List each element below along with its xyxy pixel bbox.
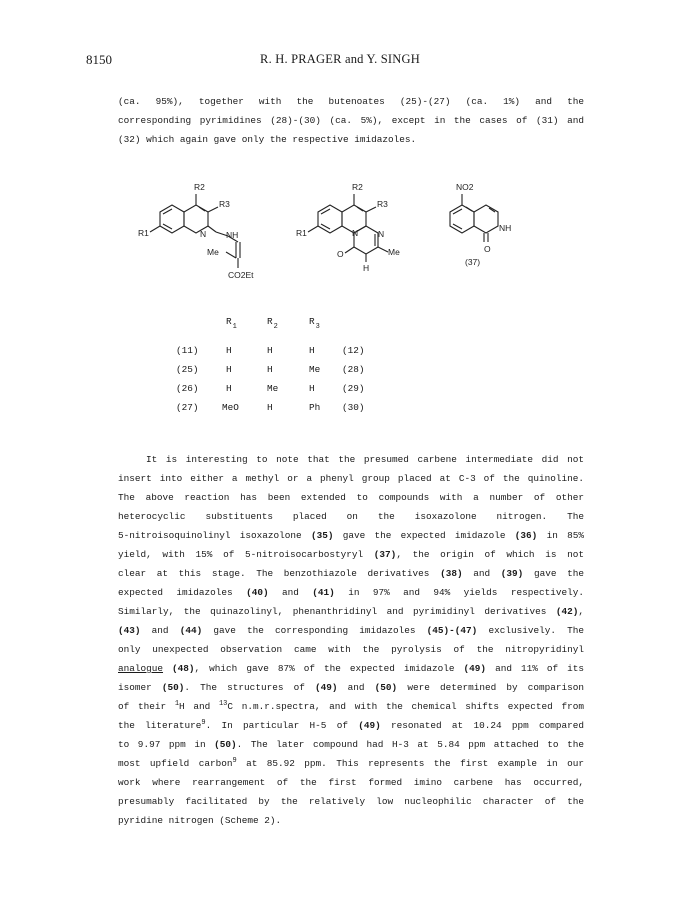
table-cell: (11) — [176, 345, 199, 356]
text-line: The above reaction has been extended to compounds with a number of other — [118, 492, 584, 503]
label-co2et: CO2Et — [228, 270, 254, 280]
label-me: Me — [207, 247, 219, 257]
text-line: Similarly, the quinazolinyl, phenanthridinyl and pyrimidinyl derivatives (42), — [118, 606, 584, 617]
table-cell: H — [226, 364, 232, 375]
table-cell: MeO — [222, 402, 239, 413]
compound-ref: (38) — [440, 568, 463, 579]
label-r3: R3 — [377, 199, 388, 209]
text-line: most upfield carbon$^9$ at 85.92 ppm. This represents the first example in our — [118, 757, 584, 769]
compound-ref: (35) — [310, 530, 334, 541]
table-cell: (12) — [342, 345, 365, 356]
text-line: pyridine nitrogen (Scheme 2). — [118, 815, 282, 826]
text-line: only unexpected observation came with the pyrolysis of the nitropyridinyl — [118, 644, 584, 655]
page-number: 8150 — [86, 52, 112, 67]
label-r2: R2 — [194, 182, 205, 192]
table-cell: Me — [267, 383, 279, 394]
table-cell: H — [267, 345, 273, 356]
table-cell: H — [267, 364, 273, 375]
compound-number: (37) — [465, 257, 481, 267]
pyrimidoquinoline-structure — [308, 194, 388, 262]
table-cell: H — [226, 345, 232, 356]
compound-ref: (42) — [555, 606, 579, 617]
compound-ref: (37) — [373, 549, 397, 560]
compound-ref: (50) — [161, 682, 185, 693]
label-r2: R2 — [352, 182, 363, 192]
text-line: work where rearrangement of the first formed imino carbene has occurred, — [118, 777, 584, 788]
table-cell: H — [226, 383, 232, 394]
text-line: clear at this stage. The benzothiazole derivatives (38) and (39) gave the — [118, 568, 584, 579]
label-n: N — [200, 229, 207, 239]
compound-ref: (49) — [314, 682, 338, 693]
text-line: yield, with 15% of 5-nitroisocarbostyryl (37), the origin of which is not — [118, 549, 584, 560]
text-line: analogue (48), which gave 87% of the expected imidazole (49) and 11% of its — [118, 663, 584, 674]
table-cell: (28) — [342, 364, 365, 375]
compound-ref: (45)-(47) — [426, 625, 478, 636]
label-r3: R3 — [219, 199, 230, 209]
text-line: (32) which again gave only the respective imidazoles. — [118, 134, 417, 145]
text-line: heterocyclic substituents placed on the isoxazolone nitrogen. The — [118, 511, 584, 522]
compound-ref: (49) — [358, 720, 381, 731]
running-title: R. H. PRAGER and Y. SINGH — [260, 52, 420, 66]
table-cell: H — [309, 345, 315, 356]
label-o: O — [484, 244, 491, 254]
paragraph-2 — [118, 450, 584, 830]
text-line: 5-nitroisoquinolinyl isoxazolone (35) gave the expected imidazole (36) in 85% — [118, 530, 584, 541]
label-nh: NH — [226, 230, 239, 240]
text-line: insert into either a methyl or a phenyl group placed at C-3 of the quinoline. — [118, 473, 584, 484]
table-cell: Me — [309, 364, 321, 375]
table-cell: (29) — [342, 383, 365, 394]
label-n: N — [352, 228, 359, 238]
text-line: corresponding pyrimidines (28)-(30) (ca. 5%), except in the cases of (31) and — [118, 115, 584, 126]
text-line: (43) and (44) gave the corresponding imidazoles (45)-(47) exclusively. The — [118, 625, 584, 636]
label-r1: R1 — [138, 228, 149, 238]
label-o: O — [337, 249, 344, 259]
table-cell: (27) — [176, 402, 199, 413]
header-r2: $R_2$ — [267, 316, 278, 331]
chemical-scheme — [0, 176, 680, 286]
text-line: to 9.97 ppm in (50). The later compound had H-3 at 5.84 ppm attached to the — [118, 739, 584, 750]
compound-ref: (48) — [172, 663, 195, 674]
nitroisocarbostyryl-structure — [450, 194, 498, 242]
paragraph-1 — [118, 92, 584, 149]
compound-ref: (44) — [179, 625, 203, 636]
label-n: N — [378, 229, 385, 239]
label-nh: NH — [499, 223, 512, 233]
text-line: the literature$^9$. In particular H-5 of (49) resonated at 10.24 ppm compared — [118, 719, 584, 731]
label-no2: NO2 — [456, 182, 474, 192]
compound-ref: (49) — [463, 663, 487, 674]
text-line: isomer (50). The structures of (49) and (50) were determined by comparison — [118, 682, 584, 693]
table-cell: (26) — [176, 383, 199, 394]
compound-ref: (39) — [500, 568, 524, 579]
label-r1: R1 — [296, 228, 307, 238]
header-r3: $R_3$ — [309, 316, 320, 331]
compound-ref: (41) — [312, 587, 335, 598]
label-me: Me — [388, 247, 400, 257]
table-cell: H — [309, 383, 315, 394]
table-cell: H — [267, 402, 273, 413]
table-cell: Ph — [309, 402, 321, 413]
label-h: H — [363, 263, 370, 273]
header-r1: $R_1$ — [226, 316, 237, 331]
running-header — [0, 52, 680, 72]
compound-ref: (43) — [118, 625, 141, 636]
text-line: expected imidazoles (40) and (41) in 97% and 94% yields respectively. — [118, 587, 584, 598]
text-line: (ca. 95%), together with the butenoates (25)-(27) (ca. 1%) and the — [118, 96, 584, 107]
compound-ref: (50) — [374, 682, 398, 693]
table-cell: (30) — [342, 402, 365, 413]
text-line: It is interesting to note that the presumed carbene intermediate did not — [146, 454, 584, 465]
text-line: presumably facilitated by the relatively low nucleophilic character of the — [118, 796, 584, 807]
text-line: of their $^1$H and $^{13}$C n.m.r.spectra, and with the chemical shifts expected from — [118, 700, 584, 712]
compound-ref: (50) — [214, 739, 237, 750]
compound-ref: (40) — [246, 587, 269, 598]
table-cell: (25) — [176, 364, 199, 375]
compound-ref: (36) — [514, 530, 538, 541]
